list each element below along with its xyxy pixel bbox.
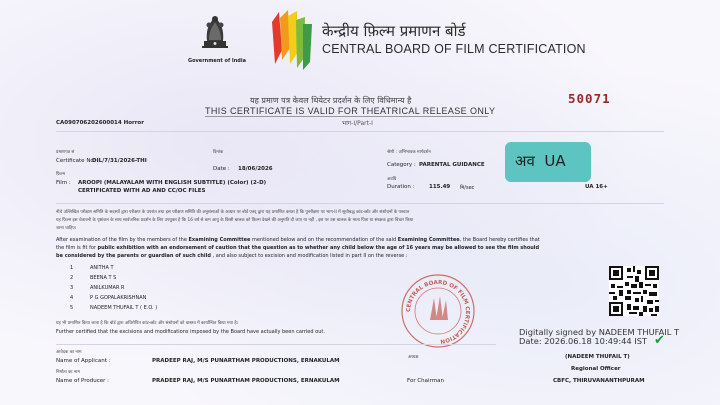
member-number: 1 bbox=[70, 265, 74, 271]
board-name-english: CENTRAL BOARD OF FILM CERTIFICATION bbox=[322, 42, 586, 56]
serial-number: 50071 bbox=[568, 91, 611, 106]
applicant-hindi: आवेदक का नाम bbox=[56, 350, 82, 355]
date-label: Date : bbox=[213, 166, 230, 172]
english-paragraph-line-2: the film is fit for public exhibition with an endorsement of caution that the question as to whether any child below the age of 16 years may be allowed to see the film should bbox=[56, 245, 540, 251]
hindi-paragraph-line-2: यह फ़िल्म इस चेतावनी के पृष्ठांकन के साथ सार्वजनिक प्रदर्शन के लिए उपयुक्त है कि 16 वर्ष से कम आयु के किसी बालक को फ़िल्म देखने की अनुमति दी जाए या नहीं , इस पर उस बालक के माता पिता या संरक्षक द्वारा विचार किया bbox=[56, 218, 414, 223]
rating-code: UA bbox=[544, 152, 566, 170]
officer-name: (NADEEM THUFAIL T) bbox=[565, 354, 630, 360]
seal-text: CENTRAL BOARD OF FILM CERTIFICATION bbox=[405, 279, 471, 344]
duration-unit: मि/sec bbox=[460, 185, 475, 191]
qr-code-icon bbox=[609, 266, 659, 316]
cbfc-logo-icon bbox=[270, 8, 314, 70]
duration-label: Duration : bbox=[387, 184, 415, 190]
member-number: 5 bbox=[70, 305, 74, 311]
green-check-icon: ✔ bbox=[654, 333, 665, 348]
validity-english: THIS CERTIFICATE IS VALID FOR THEATRICAL RELEASE ONLY bbox=[205, 106, 496, 116]
cert-no-value: DIL/7/31/2026-THI bbox=[92, 158, 147, 164]
member-number: 3 bbox=[70, 285, 74, 291]
cert-no-hindi: प्रमाणपत्र सं bbox=[56, 150, 75, 155]
cert-no-label: Certificate No: bbox=[56, 158, 96, 164]
producer-hindi: निर्माता का नाम bbox=[56, 370, 80, 375]
officer-title: Regional Officer bbox=[571, 366, 621, 372]
category-value: PARENTAL GUIDANCE bbox=[419, 162, 485, 168]
producer-label: Name of Producer : bbox=[56, 378, 109, 384]
member-name: NADEEM THUFAIL T ( E.O. ) bbox=[90, 305, 158, 311]
category-hindi: श्रेणी : अभिभावक मार्गदर्शन bbox=[387, 150, 431, 155]
film-subtitle: CERTIFICATED WITH AD AND CC/OC FILES bbox=[78, 188, 206, 194]
divider bbox=[56, 203, 664, 204]
validity-hindi: यह प्रमाण पत्र केवल थियेटर प्रदर्शन के लिए विधिमान्य है bbox=[250, 96, 412, 105]
member-number: 2 bbox=[70, 275, 74, 281]
for-chairman-label: For Chairman bbox=[407, 378, 444, 384]
government-of-india-label: Government of India bbox=[188, 58, 246, 64]
date-value: 18/06/2026 bbox=[238, 166, 273, 172]
applicant-value: PRADEEP RAJ, M/S PUNARTHAM PRODUCTIONS, ERNAKULAM bbox=[152, 358, 340, 364]
chairman-hindi: अध्यक्ष bbox=[408, 355, 419, 360]
further-english: Further certified that the excisions and modifications imposed by the Board have actually been carried out. bbox=[56, 329, 325, 335]
member-name: ANITHA T bbox=[90, 265, 114, 271]
part-label: भाग-I/Part-I bbox=[342, 120, 373, 127]
duration-hindi: अवधि bbox=[387, 177, 397, 182]
further-hindi: यह भी प्रमाणित किया जाता है कि बोर्ड द्वारा अधिरोपित कांट-छाँट और संशोधनों को वास्तव में कार्यान्वित किया गया है। bbox=[56, 321, 239, 326]
national-emblem-icon bbox=[195, 10, 235, 52]
rating-text bbox=[515, 151, 566, 171]
english-paragraph-line-1: After examination of the film by the members of the Examining Committee mentioned below and on the recommendation of the said Examining Committee, the Board hereby certifies that bbox=[56, 237, 540, 243]
english-paragraph-line-3: be considered by the parents or guardian of such child , and also subject to excision and modification listed in part II on the reverse : bbox=[56, 253, 408, 259]
hindi-paragraph-line-1: नीचे उल्लिखित परीक्षण समिति के सदस्यों द्वारा परीक्षण के उपरांत तथा इस परीक्षण समिति की अनुशंसाओं के आधार पर बोर्ड एतद् द्वारा यह प्रमाणित करता है कि पुनरीक्षण पर भाग-II में सूचीबद्ध कांट-छाँट और संशोधनों के पश्चात bbox=[56, 210, 410, 215]
divider bbox=[56, 344, 496, 345]
film-hindi: फ़िल्म bbox=[56, 172, 66, 177]
member-name: ANILKUMAR R bbox=[90, 285, 125, 291]
film-label: Film : bbox=[56, 180, 71, 186]
date-hindi: दिनांक bbox=[213, 150, 224, 155]
film-title: AROOPI (MALAYALAM WITH ENGLISH SUBTITLE) (Color) (2-D) bbox=[78, 180, 267, 186]
reference-code: CA090706202600014 Horror bbox=[56, 120, 144, 126]
hindi-paragraph-line-3: जाना चाहिए। bbox=[56, 226, 77, 231]
category-label: Category : bbox=[387, 162, 416, 168]
member-number: 4 bbox=[70, 295, 74, 301]
duration-value: 115.49 bbox=[429, 184, 451, 190]
producer-value: PRADEEP RAJ, M/S PUNARTHAM PRODUCTIONS, ERNAKULAM bbox=[152, 378, 340, 384]
board-name-hindi: केन्द्रीय फ़िल्म प्रमाणन बोर्ड bbox=[322, 22, 466, 40]
divider bbox=[56, 131, 664, 132]
member-name: BEENA T S bbox=[90, 275, 117, 281]
rating-hindi: अव bbox=[515, 152, 535, 170]
office-name: CBFC, THIRUVANANTHPURAM bbox=[553, 378, 645, 384]
member-name: P G GOPALAKRISHNAN bbox=[90, 295, 147, 301]
validity-underline bbox=[205, 116, 488, 117]
digital-signature-line-2: Date: 2026.06.18 10:49:44 IST bbox=[519, 336, 648, 346]
rating-subtitle: UA 16+ bbox=[585, 184, 608, 190]
digital-signature-line-1: Digitally signed by NADEEM THUFAIL T bbox=[519, 327, 680, 337]
applicant-label: Name of Applicant : bbox=[56, 358, 111, 364]
cbfc-seal-icon bbox=[398, 272, 478, 350]
